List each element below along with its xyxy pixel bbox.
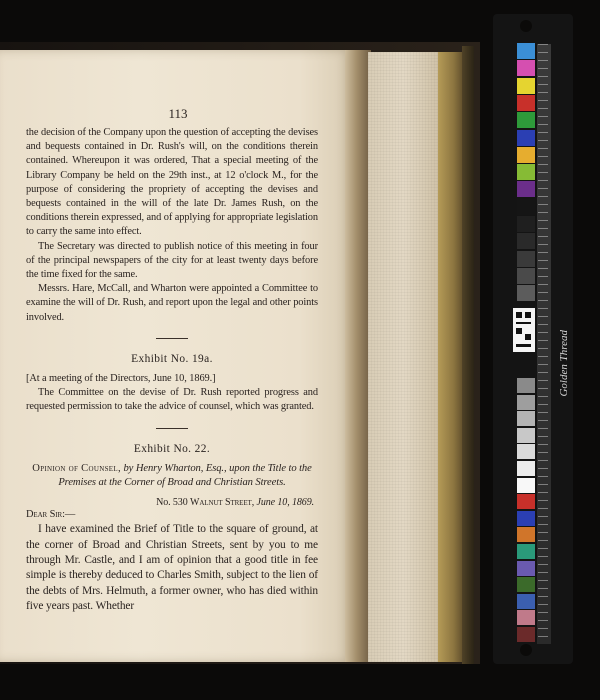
color-swatch — [517, 627, 535, 642]
color-swatch — [517, 478, 535, 493]
color-swatch — [517, 610, 535, 625]
target-focus-pattern — [513, 308, 535, 352]
color-swatch — [517, 461, 535, 476]
color-swatch — [517, 112, 535, 128]
color-swatch — [517, 285, 535, 301]
exhibit-19a-meeting-line: [At a meeting of the Directors, June 10, 1869.] — [26, 373, 216, 385]
color-swatch — [517, 577, 535, 592]
paragraph-1: the decision of the Company upon the question of accepting the devises and bequests contained in Dr. Rush's will, on the conditions therein contained. Whereupon it was ordered, That a special meeting of the Library Company be held on the 29th inst., at 12 o'clock M., for the purpose of considering the propriety of accepting the devises and bequests contained in the will of the late Dr. James Rush, on the conditions therein expressed, and of applying for appropriate legislation to carry the same into effect. — [26, 127, 318, 238]
book-board-edge — [438, 52, 464, 662]
color-swatch — [517, 444, 535, 459]
opinion-title — [26, 462, 318, 490]
letter-salutation: Dear Sir:— — [26, 509, 76, 521]
exhibit-19a-heading: Exhibit No. 19a. — [131, 352, 213, 365]
paragraph-3: Messrs. Hare, McCall, and Wharton were appointed a Committee to examine the will of Dr. Rush, and report upon the legal and other points involved. — [26, 283, 318, 323]
color-swatch — [517, 494, 535, 509]
color-swatch — [517, 527, 535, 542]
target-ruler-ticks — [538, 44, 548, 644]
color-swatch — [517, 78, 535, 94]
color-swatch — [517, 561, 535, 576]
color-swatch — [517, 268, 535, 284]
color-swatch — [517, 199, 535, 215]
address-number: No. 530 — [156, 496, 188, 508]
color-swatch — [517, 216, 535, 232]
book-cover-board — [368, 52, 440, 662]
color-swatch — [517, 594, 535, 609]
target-logo: Golden Thread — [558, 330, 570, 397]
target-bottom-hole — [520, 644, 532, 656]
color-swatch — [517, 147, 535, 163]
exhibit-19a-text: The Committee on the devise of Dr. Rush reported progress and requested permission to take the advice of counsel, which was granted. — [26, 387, 318, 413]
paragraph-2: The Secretary was directed to publish notice of this meeting in four of the principal newspapers of the city for at least twenty days before the time fixed for the same. — [26, 240, 318, 281]
page-number-wrapper — [0, 50, 352, 121]
color-swatch — [517, 544, 535, 559]
color-swatch — [517, 378, 535, 393]
target-top-hole — [520, 20, 532, 32]
color-swatch — [517, 164, 535, 180]
book-board-shadow — [462, 46, 474, 664]
color-swatch — [517, 181, 535, 197]
color-swatch — [517, 251, 535, 267]
section-divider-2 — [156, 428, 188, 429]
opinion-title-lead: Opinion of Counsel, — [32, 462, 121, 474]
color-swatch — [517, 411, 535, 426]
letter-body: I have examined the Brief of Title to the square of ground, at the corner of Broad and Christian Streets, sent by you to me through Mr. Castle, and I am of opinion that a good title in fee simple is thereby deduced to Charles Smith, subject to the lien of the debts of Mrs. Helmuth, a former owner, who has died within five years past. Whether — [26, 523, 318, 613]
opinion-title-rest: by Henry Wharton, Esq., upon the Title to the Premises at the Corner of Broad and Christian Streets. — [58, 462, 312, 488]
color-swatch — [517, 511, 535, 526]
page-number: 113 — [168, 106, 188, 121]
color-swatch — [517, 395, 535, 410]
address-date: June 10, 1869. — [256, 496, 314, 508]
color-swatch — [517, 428, 535, 443]
color-swatch — [517, 95, 535, 111]
exhibit-22-heading: Exhibit No. 22. — [133, 442, 211, 455]
section-divider-1 — [156, 338, 188, 339]
address-street: Walnut Street, — [190, 496, 255, 508]
page-text — [26, 106, 318, 615]
color-swatch — [517, 130, 535, 146]
color-swatch — [517, 43, 535, 59]
color-swatch — [517, 60, 535, 76]
color-swatch — [517, 233, 535, 249]
